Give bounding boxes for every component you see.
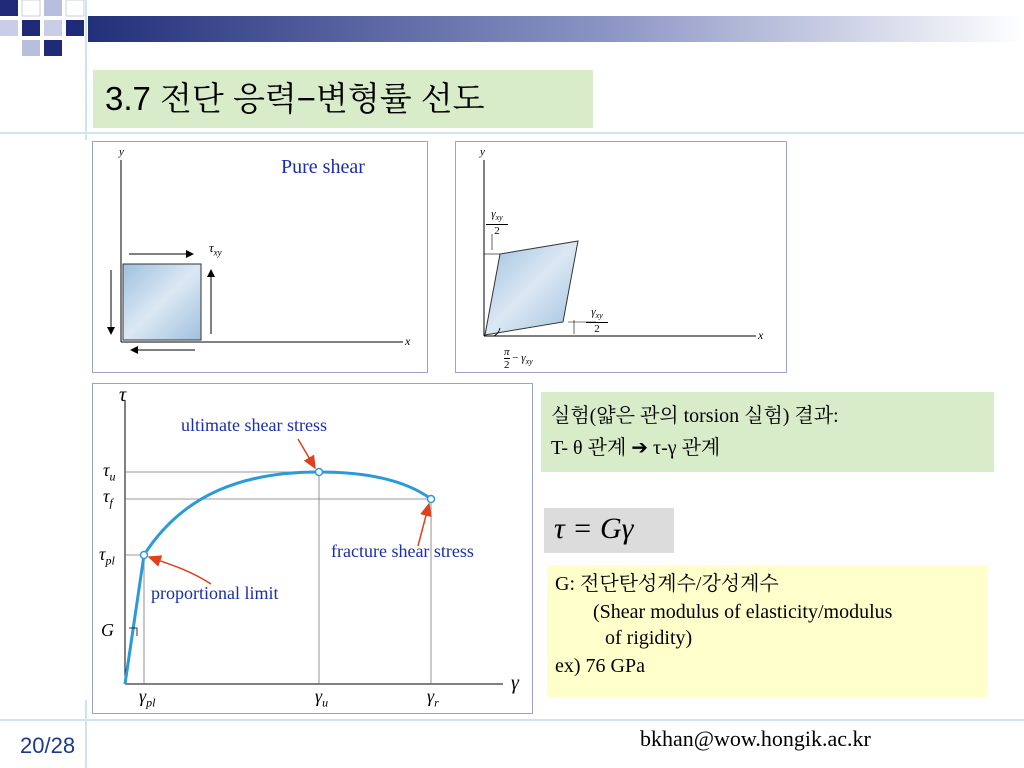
- ultimate-point: [316, 469, 323, 476]
- g-slope-label: G: [101, 620, 114, 640]
- shear-element-square: [123, 264, 201, 340]
- tau-xy-label: $\tau_{xy}$: [209, 240, 222, 258]
- equation-box: [544, 508, 674, 553]
- x-axis-label: x: [405, 334, 411, 348]
- page-number: 20/28: [20, 733, 76, 758]
- y-axis-label: y: [119, 146, 124, 158]
- tau-axis-label: τ: [119, 384, 127, 406]
- ultimate-arrow: [298, 439, 315, 468]
- y-axis-label: y: [480, 146, 485, 158]
- gamma-half-top-label: $\gamma_{xy}$ 2: [486, 208, 508, 237]
- author-email: bkhan@wow.hongik.ac.kr: [640, 726, 871, 751]
- ultimate-shear-stress-annotation: ultimate shear stress: [181, 415, 327, 435]
- right-arrow-icon: ➔: [631, 437, 649, 459]
- note-line-2: (Shear modulus of elasticity/modulus: [593, 601, 893, 623]
- fracture-arrow: [418, 504, 429, 546]
- result-line-1: 실험(얇은 관의 torsion 실험) 결과:: [551, 405, 839, 427]
- note-line-1: G: 전단탄성계수/강성계수: [555, 573, 779, 595]
- stress-strain-curve: [125, 472, 431, 684]
- proportional-limit-annotation: proportional limit: [151, 583, 279, 603]
- result-line-2: T- θ 관계 ➔ τ-γ 관계: [551, 437, 721, 459]
- tau-f-label: $\tau_f$: [103, 486, 113, 510]
- gamma-half-right-label: $\gamma_{xy}$ 2: [586, 306, 608, 335]
- proportional-limit-point: [141, 552, 148, 559]
- fracture-point: [428, 496, 435, 503]
- proportional-arrow: [149, 557, 211, 584]
- tau-u-label: $\tau_u$: [103, 460, 116, 484]
- shear-stress-strain-graph: [92, 383, 533, 714]
- gamma-r-label: $\gamma_r$: [427, 686, 439, 710]
- deformed-element-figure: [455, 141, 787, 373]
- shear-modulus-note: [547, 565, 987, 697]
- experiment-result-box: [541, 392, 994, 472]
- pi-half-minus-gamma-label: $\frac{\pi}{2}$ − $\gamma_{xy}$: [504, 346, 533, 371]
- shear-hooke-equation: τ = Gγ: [554, 512, 634, 545]
- gamma-pl-label: $\gamma_{pl}$: [139, 686, 156, 710]
- slide-title: 3.7 전단 응력−변형률 선도: [93, 70, 593, 128]
- pure-shear-label: Pure shear: [281, 156, 365, 178]
- gamma-u-label: $\gamma_u$: [315, 686, 329, 710]
- fracture-shear-stress-annotation: fracture shear stress: [331, 541, 474, 561]
- note-line-4: ex) 76 GPa: [555, 655, 645, 677]
- deformed-parallelogram: [485, 241, 578, 335]
- pure-shear-figure: [92, 141, 428, 373]
- tau-pl-label: $\tau_{pl}$: [99, 544, 115, 568]
- x-axis-label: x: [758, 328, 764, 342]
- note-line-3: of rigidity): [605, 627, 693, 649]
- gamma-axis-label: γ: [511, 672, 519, 694]
